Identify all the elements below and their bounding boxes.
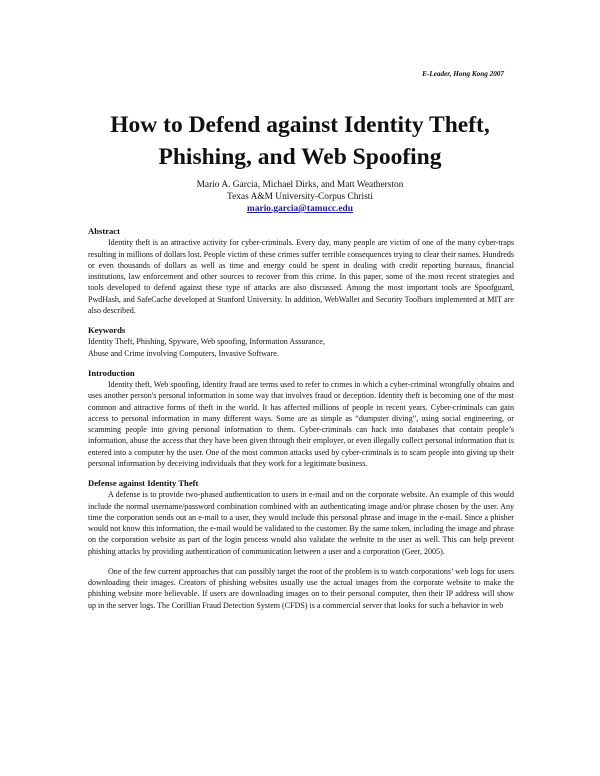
defense-heading: Defense against Identity Theft [88, 478, 199, 488]
paper-title [60, 109, 540, 173]
author-block [60, 179, 540, 215]
keywords-heading: Keywords [88, 325, 126, 335]
keywords-line-1: Identity Theft, Phishing, Spyware, Web spoofing, Information Assurance, [88, 337, 325, 347]
journal-header: E-Leader, Hong Kong 2007 [422, 70, 504, 78]
keywords-line-2: Abuse and Crime involving Computers, Invasive Software. [88, 348, 279, 358]
title-line-1: How to Defend against Identity Theft, [110, 112, 490, 138]
author-names: Mario A. Garcia, Michael Dirks, and Matt Weatherston [196, 180, 404, 190]
paper-body [88, 226, 514, 611]
defense-paragraph-1: A defense is to provide two-phased authentication to users in e-mail and on the corporate website. An example of this would include the normal username/password combination combined with an authenticating image and/or phrase chosen by the user. Any time the corporation sends out an e-mail to a user, they would include this personal phrase and image in the e-mail. Since a phisher would not know this information, the e-mail would be validated to the customer. By the same token, including the image and phrase on the corporation website as part of the login process would also validate the website to the user as well. This can help prevent phishing attacks by providing authentication of communication between a user and a corporation (Geer, 2005). [88, 490, 514, 556]
author-affiliation: Texas A&M University-Corpus Christi [227, 192, 373, 202]
introduction-heading: Introduction [88, 367, 135, 378]
author-email-link[interactable]: mario.garcia@tamucc.edu [247, 204, 353, 214]
abstract-text: Identity theft is an attractive activity for cyber-criminals. Every day, many people are victim of one of the many cyber-traps resulting in millions of dollars lost. People victim of these crimes suffer terrible consequences trying to clear their names. Hundreds or even thousands of dollars as well as time and energy could be spent in dealing with credit reporting bureaus, financial institutions, law enforcement and other sources to recover from this crime. In this paper, some of the most recent strategies and tools developed to defend against these type of attacks are also discussed. Among the most important tools are Spoofguard, PwdHash, and SafeCache developed at Stanford University. In addition, WebWallet and Security Toolbars implemented at MIT are also described. [88, 238, 514, 315]
introduction-text: Identity theft, Web spoofing, identity fraud are terms used to refer to crimes in which a cyber-criminal wrongfully obtains and uses another person's personal information in some way that involves fraud or deception. Identity theft is becoming one of the most common and attractive forms of theft in the world. It has affected millions of people in recent years. Cyber-criminals can gain access to personal information in many different ways. Some are as simple as “dumpster diving”, using social engineering, or scamming people into giving personal information to them. Cyber-criminals can hack into databases that contain people’s information, abuse the access that they have been given through their employer, or even illegally collect personal information that is entered into a computer by the user. One of the most common attacks used by cyber-criminals is to scam people into giving up their personal information by deceiving individuals that they work for a legitimate business. [88, 380, 514, 468]
abstract-heading: Abstract [88, 226, 120, 236]
defense-paragraph-2: One of the few current approaches that can possibly target the root of the problem is to watch corporations’ web logs for users downloading their images. Creators of phishing websites usually use the actual images from the corporate website to make the phishing website more believable. If users are downloading images on to their personal computer, then their IP address will show up in the server logs. The Corillian Fraud Detection System (CFDS) is a commercial server that looks for such a behavior in web [88, 566, 514, 610]
title-line-2: Phishing, and Web Spoofing [158, 144, 442, 170]
